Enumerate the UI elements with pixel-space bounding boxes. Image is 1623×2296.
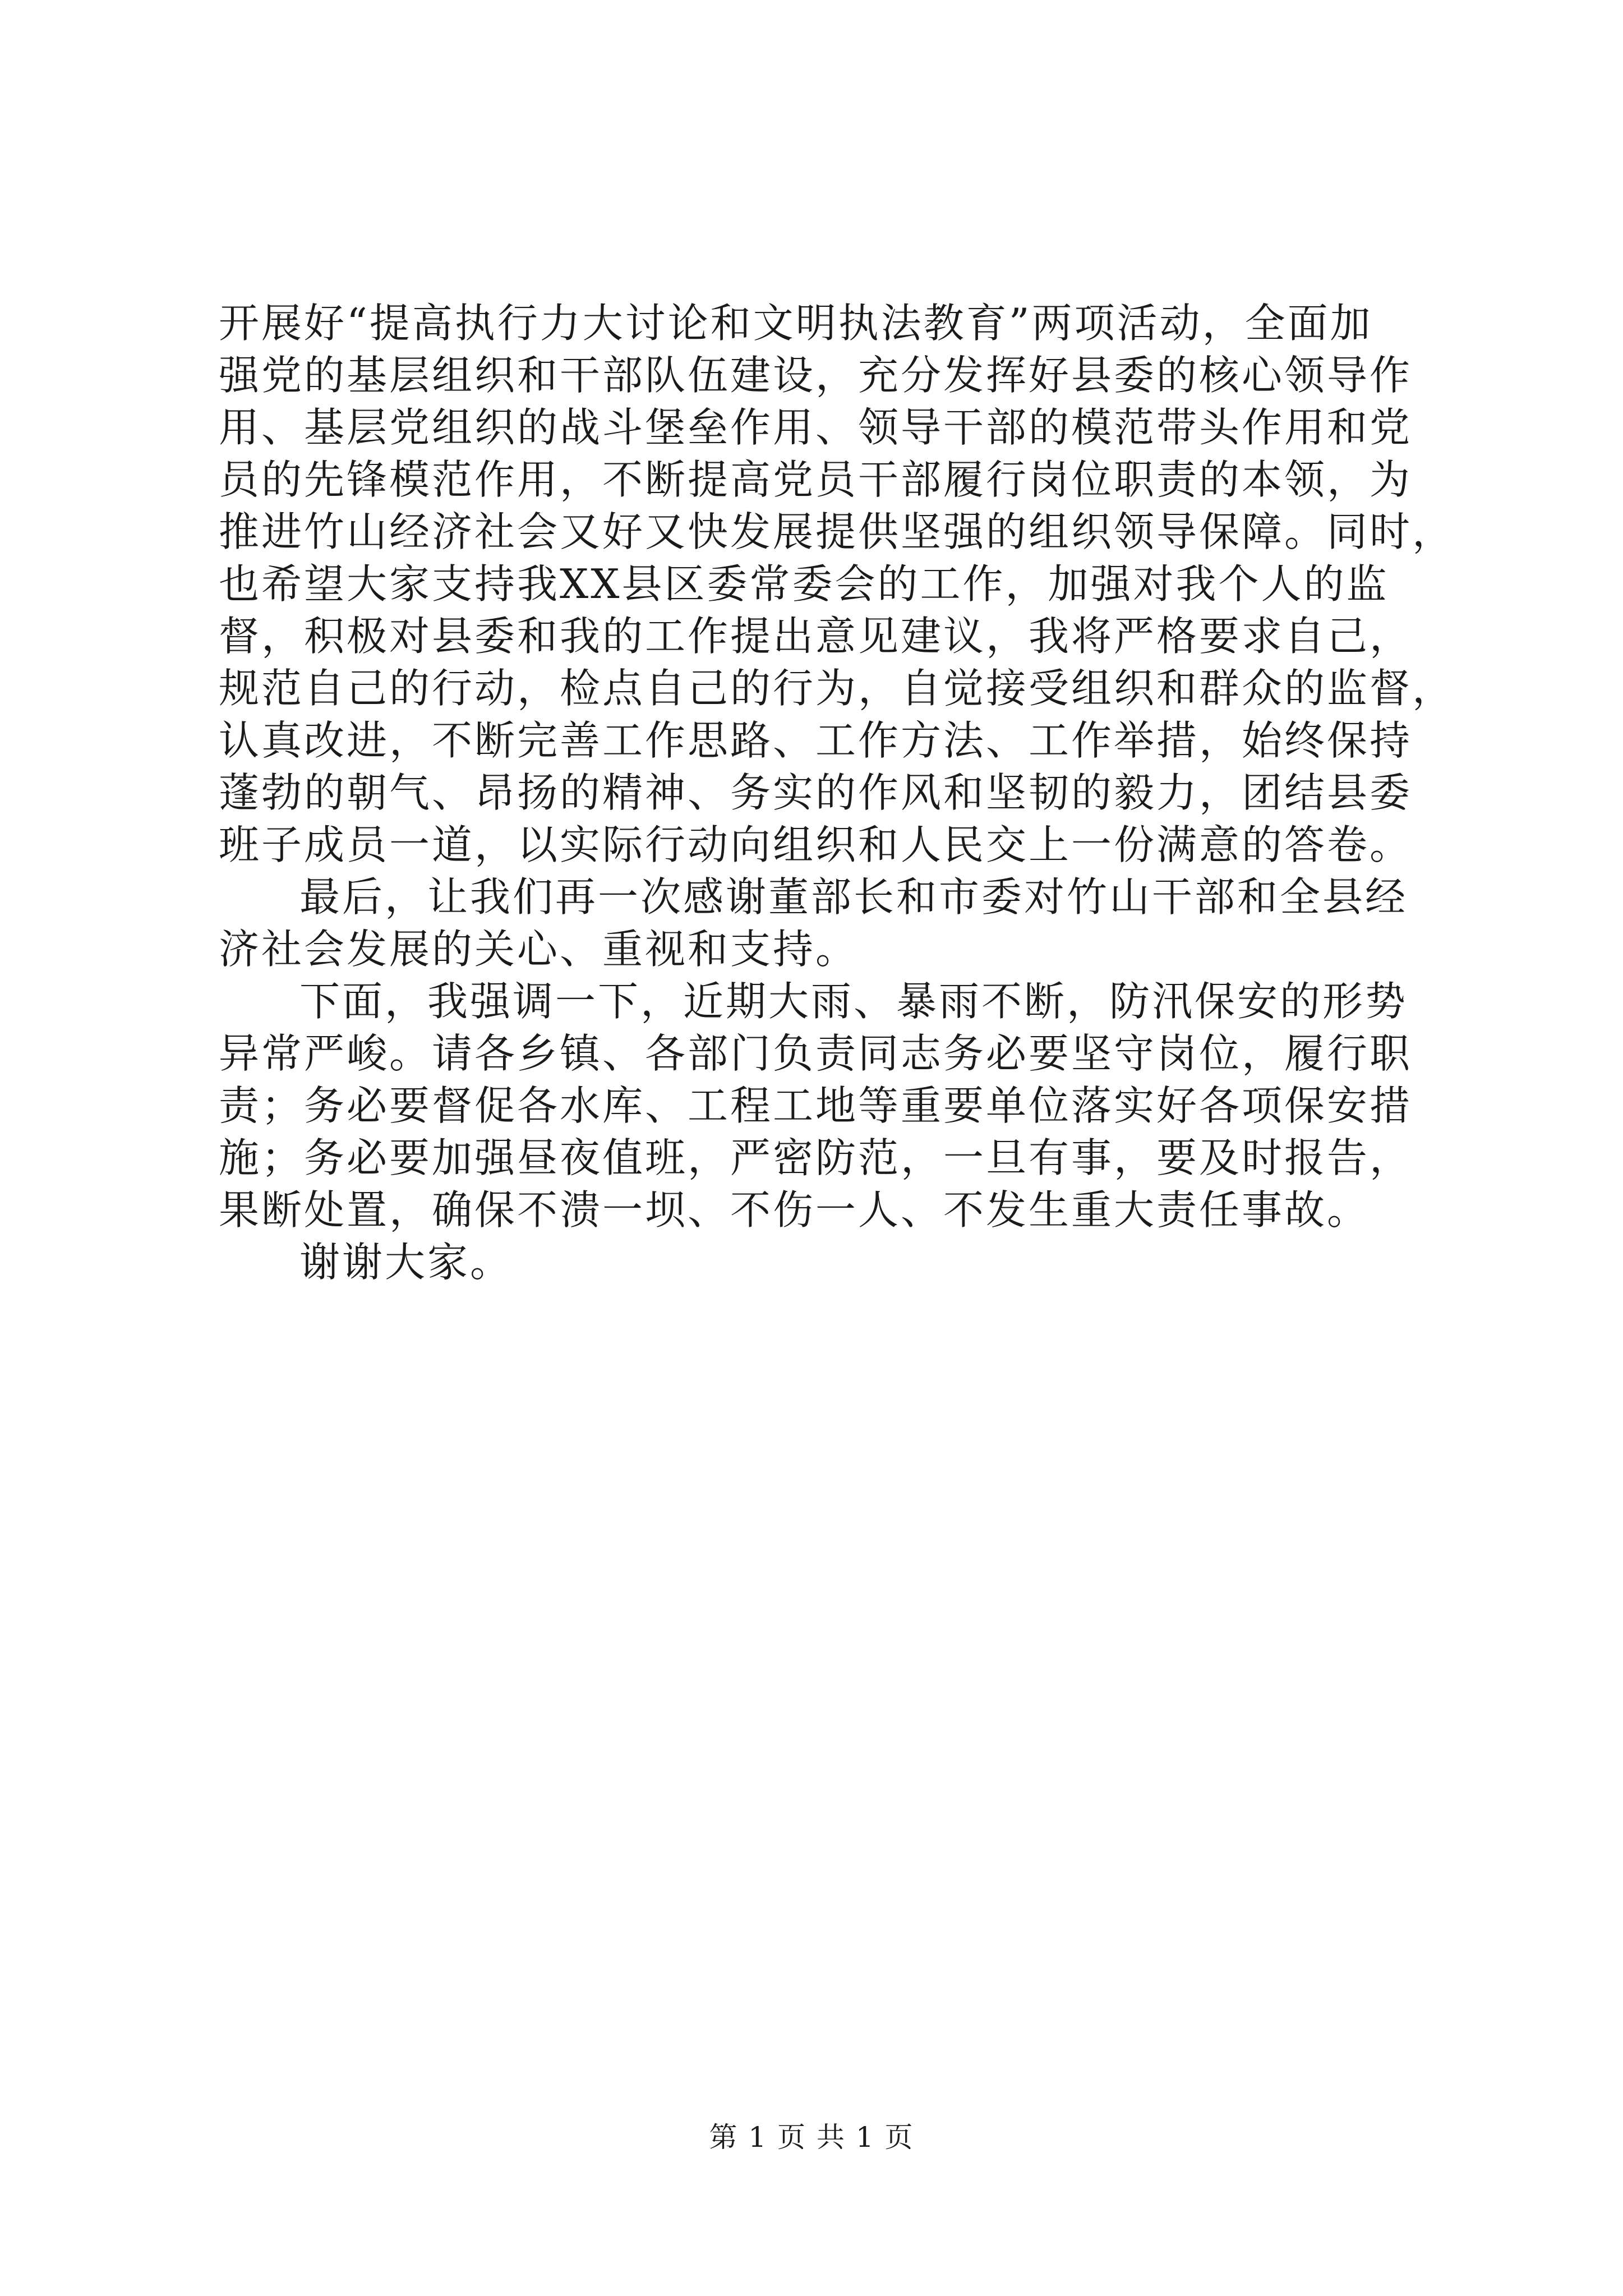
paragraph-line: 谢谢大家。 [299,1239,513,1286]
paragraph-1 [219,297,1455,871]
paragraph-line: 也希望大家支持我XX县区委常委会的工作，加强对我个人的监 [219,560,1389,608]
paragraph-line: 责；务必要督促各水库、工程工地等重要单位落实好各项保安措 [219,1082,1413,1129]
paragraph-line: 最后，让我们再一次感谢董部长和市委对竹山干部和全县经 [299,873,1408,921]
paragraph-line: 认真改进，不断完善工作思路、工作方法、工作举措，始终保持 [219,717,1413,764]
paragraph-4 [219,1236,1424,1289]
paragraph-line: 蓬勃的朝气、昂扬的精神、务实的作风和坚韧的毅力，团结县委 [219,769,1413,816]
paragraph-line: 规范自己的行动，检点自己的行为，自觉接受组织和群众的监督， [219,665,1455,712]
paragraph-line: 济社会发展的关心、重视和支持。 [219,926,859,973]
paragraph-line: 强党的基层组织和干部队伍建设，充分发挥好县委的核心领导作 [219,352,1413,399]
paragraph-line: 督，积极对县委和我的工作提出意见建议，我将严格要求自己， [219,613,1413,660]
paragraph-line: 用、基层党组织的战斗堡垒作用、领导干部的模范带头作用和党 [219,404,1413,451]
paragraph-line: 异常严峻。请各乡镇、各部门负责同志务必要坚守岗位，履行职 [219,1030,1413,1077]
paragraph-line: 班子成员一道，以实际行动向组织和人民交上一份满意的答卷。 [219,821,1413,868]
paragraph-line: 施；务必要加强昼夜值班，严密防范，一旦有事，要及时报告， [219,1134,1413,1181]
paragraph-line: 下面，我强调一下，近期大雨、暴雨不断，防汛保安的形势 [299,978,1408,1025]
paragraph-3 [219,976,1424,1236]
paragraph-2 [219,871,1424,976]
paragraph-line: 开展好“提高执行力大讨论和文明执法教育”两项活动，全面加 [219,300,1373,347]
paragraph-line: 果断处置，确保不溃一坝、不伤一人、不发生重大责任事故。 [219,1186,1370,1234]
document-body [219,297,1455,1289]
paragraph-line: 推进竹山经济社会又好又快发展提供坚强的组织领导保障。同时， [219,508,1455,555]
paragraph-line: 员的先锋模范作用，不断提高党员干部履行岗位职责的本领，为 [219,456,1413,503]
page-footer: 第 1 页 共 1 页 [709,2121,914,2154]
